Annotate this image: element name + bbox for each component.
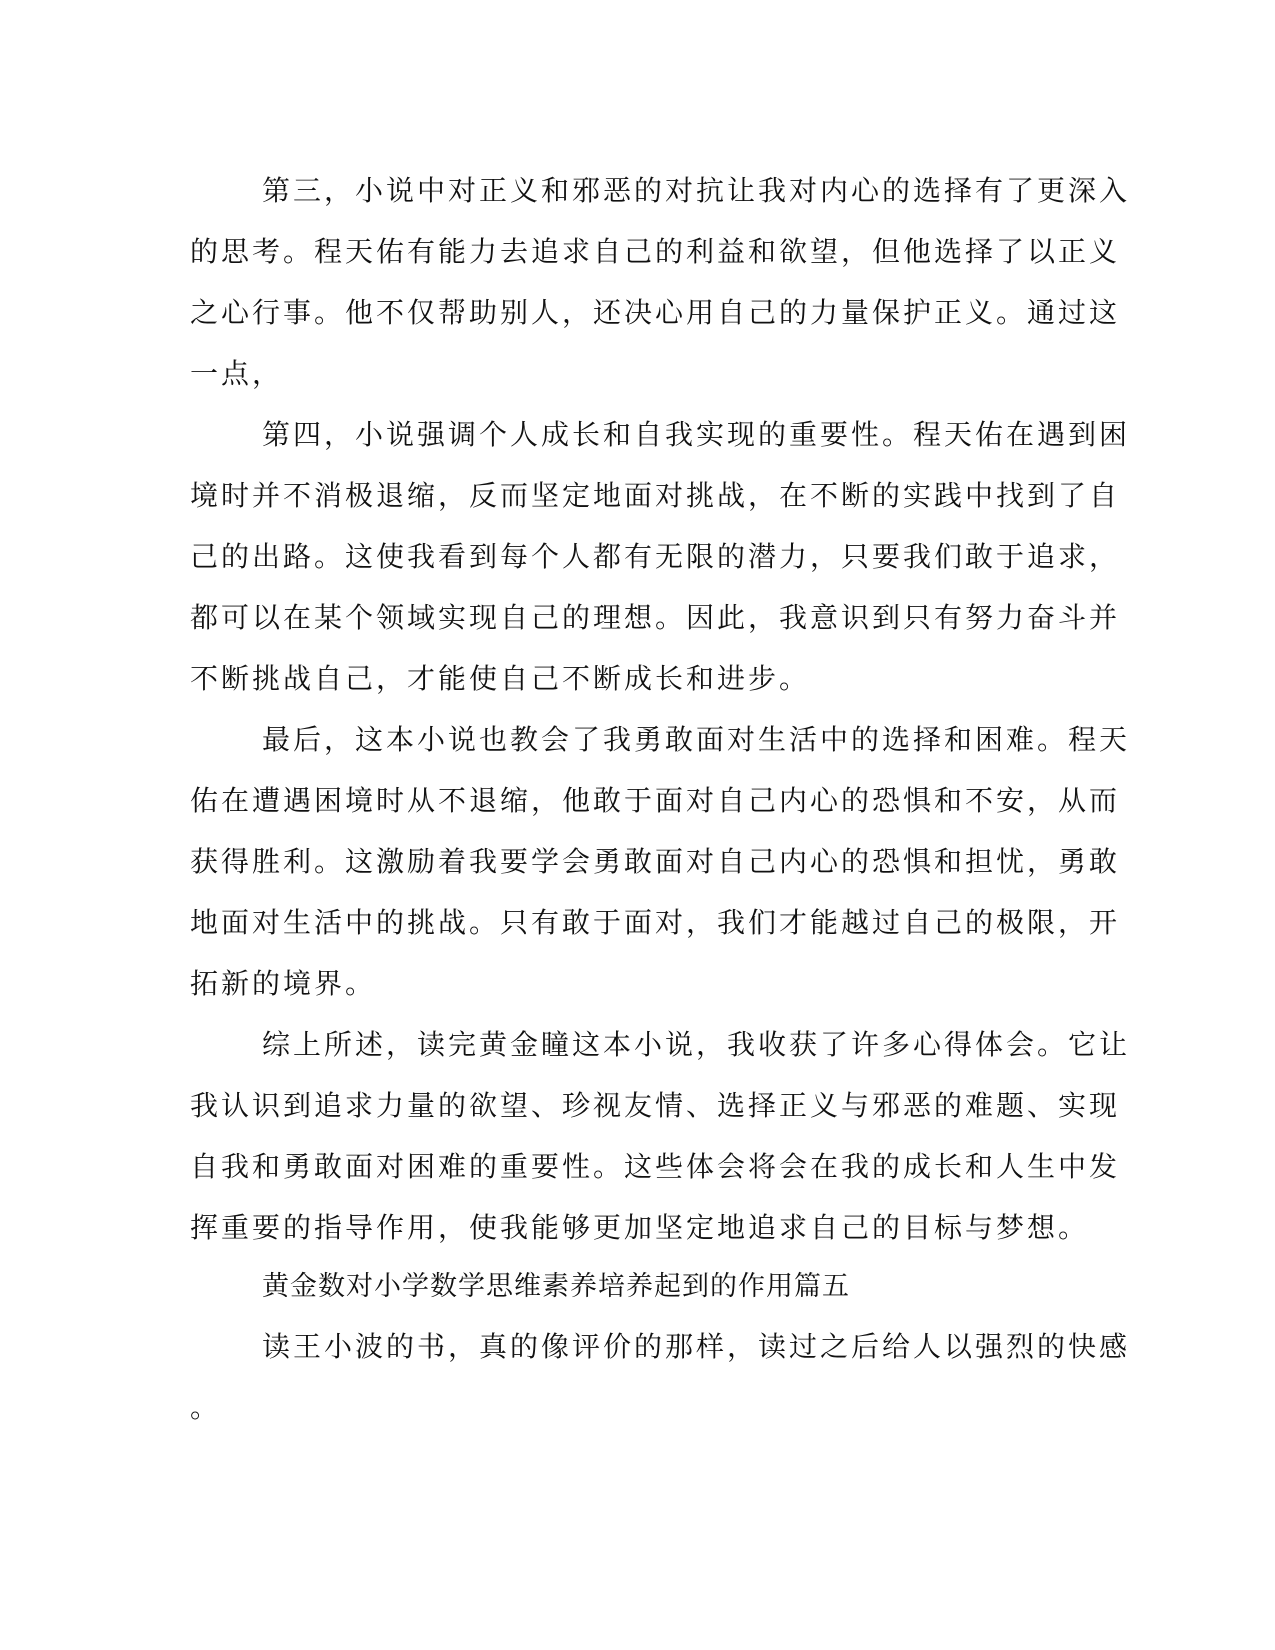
paragraph-wang-xiaobo <box>190 1316 1131 1438</box>
paragraph-line: 综上所述，读完黄金瞳这本小说，我收获了许多心得体会。它让 <box>262 1028 1131 1061</box>
section-heading: 黄金数对小学数学思维素养培养起到的作用篇五 <box>262 1271 850 1302</box>
paragraph-third <box>190 160 1131 404</box>
paragraph-line: 的思考。程天佑有能力去追求自己的利益和欲望，但他选择了以正义 <box>190 235 1121 268</box>
paragraph-line: 自我和勇敢面对困难的重要性。这些体会将会在我的成长和人生中发 <box>190 1150 1121 1183</box>
paragraph-line: 挥重要的指导作用，使我能够更加坚定地追求自己的目标与梦想。 <box>190 1211 1090 1244</box>
paragraph-line: 都可以在某个领域实现自己的理想。因此，我意识到只有努力奋斗并 <box>190 601 1121 634</box>
paragraph-line: 第四，小说强调个人成长和自我实现的重要性。程天佑在遇到困 <box>262 418 1131 451</box>
paragraph-finally <box>190 709 1131 1014</box>
paragraph-fourth <box>190 404 1131 709</box>
paragraph-summary <box>190 1014 1131 1258</box>
paragraph-line: 之心行事。他不仅帮助别人，还决心用自己的力量保护正义。通过这 <box>190 296 1121 329</box>
paragraph-line: 。 <box>190 1391 222 1424</box>
paragraph-line: 境时并不消极退缩，反而坚定地面对挑战，在不断的实践中找到了自 <box>190 479 1121 512</box>
paragraph-line: 地面对生活中的挑战。只有敢于面对，我们才能越过自己的极限，开 <box>190 906 1121 939</box>
paragraph-line: 己的出路。这使我看到每个人都有无限的潜力，只要我们敢于追求， <box>190 540 1121 573</box>
paragraph-line: 第三，小说中对正义和邪恶的对抗让我对内心的选择有了更深入 <box>262 174 1131 207</box>
paragraph-line: 一点， <box>190 357 284 390</box>
paragraph-line: 最后，这本小说也教会了我勇敢面对生活中的选择和困难。程天 <box>262 723 1131 756</box>
paragraph-line: 不断挑战自己，才能使自己不断成长和进步。 <box>190 662 811 695</box>
paragraph-line: 获得胜利。这激励着我要学会勇敢面对自己内心的恐惧和担忧，勇敢 <box>190 845 1121 878</box>
paragraph-line: 拓新的境界。 <box>190 967 377 1000</box>
paragraph-line: 我认识到追求力量的欲望、珍视友情、选择正义与邪恶的难题、实现 <box>190 1089 1121 1122</box>
paragraph-line: 佑在遭遇困境时从不退缩，他敢于面对自己内心的恐惧和不安，从而 <box>190 784 1121 817</box>
paragraph-line: 读王小波的书，真的像评价的那样，读过之后给人以强烈的快感 <box>262 1330 1131 1363</box>
